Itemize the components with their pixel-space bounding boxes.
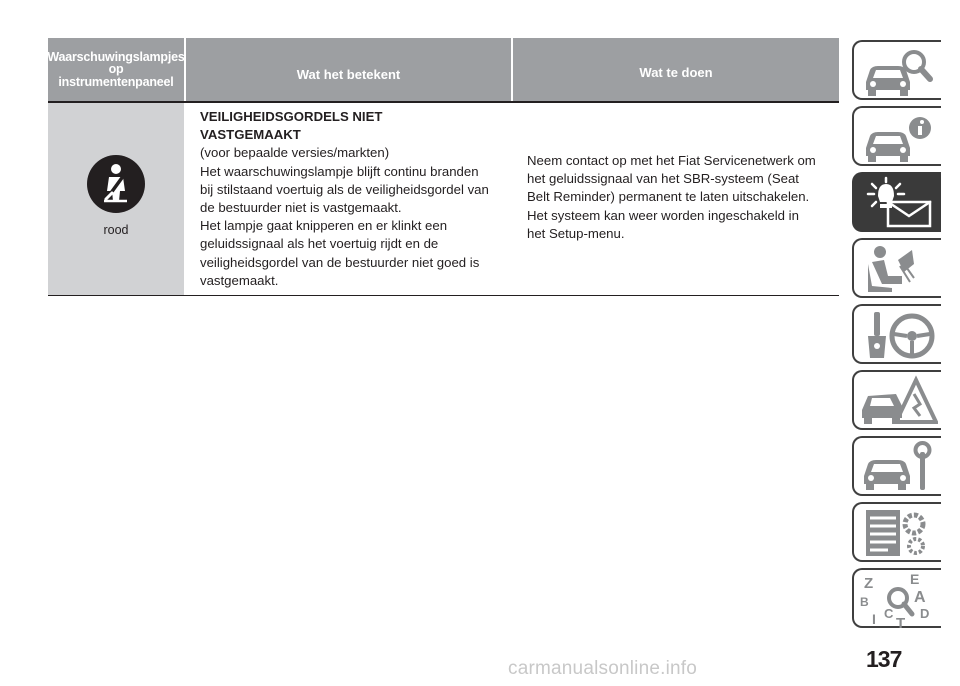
header-line: Waarschuwingslampjes <box>47 49 185 64</box>
warning-light-cell <box>48 103 184 295</box>
header-meaning-label: Wat het betekent <box>296 67 401 82</box>
chapter-tab-emergency[interactable] <box>852 370 941 430</box>
meaning-line: Het waarschuwingslampje blijft continu branden <box>200 163 479 179</box>
action-line: het geluidssignaal van het SBR-systeem (Seat <box>527 171 799 187</box>
meaning-line: veiligheidsgordel van de bestuurder niet goed is <box>200 254 480 270</box>
meaning-text <box>200 108 510 290</box>
warning-light-message-icon <box>858 176 938 232</box>
header-action <box>513 38 839 101</box>
chapter-tab-knowing-car[interactable] <box>852 40 941 100</box>
lamp-color-label: rood <box>103 223 129 237</box>
car-wrench-icon <box>858 440 938 496</box>
index-letter: E <box>910 572 920 587</box>
action-line: het Setup-menu. <box>527 225 625 241</box>
header-warning-lights <box>48 38 184 101</box>
header-meaning <box>186 38 511 101</box>
meaning-line: vastgemaakt. <box>200 272 279 288</box>
action-line: Belt Reminder) permanent te laten uitschakelen. <box>527 189 810 205</box>
index-letter: I <box>872 611 876 627</box>
index-letter: D <box>920 606 930 621</box>
meaning-line: geluidssignaal als het voertuig rijdt en de <box>200 236 439 252</box>
watermark-text: carmanualsonline.info <box>508 658 698 679</box>
car-crash-warning-icon <box>858 374 938 430</box>
action-line: Neem contact op met het Fiat Servicenetwerk om <box>527 153 816 168</box>
index-letter: T <box>896 615 906 628</box>
chapter-tab-safety[interactable] <box>852 238 941 298</box>
alphabetical-index-icon <box>858 572 938 628</box>
chapter-tab-starting-driving[interactable] <box>852 304 941 364</box>
chapter-tab-warning-lights[interactable] <box>852 172 941 232</box>
meaning-line: Het lampje gaat knipperen en er klinkt een <box>200 218 448 234</box>
index-letter: B <box>860 595 869 609</box>
index-letter: C <box>884 606 894 621</box>
seatbelt-warning-icon <box>87 155 145 213</box>
chapter-tab-index[interactable] <box>852 568 941 628</box>
action-line: Het systeem kan weer worden ingeschakeld in <box>527 207 799 223</box>
meaning-line: de bestuurder niet is vastgemaakt. <box>200 200 402 216</box>
table-rule-bottom <box>48 295 839 296</box>
index-letter: A <box>914 589 926 606</box>
action-text <box>527 152 837 243</box>
meaning-line: (voor bepaalde versies/markten) <box>200 145 390 161</box>
specs-gears-icon <box>858 506 938 562</box>
car-magnifier-icon <box>858 44 938 100</box>
chapter-tab-dashboard[interactable] <box>852 106 941 166</box>
seat-airbag-icon <box>858 242 938 298</box>
page-number: 137 <box>866 646 902 672</box>
header-line: instrumentenpaneel <box>58 74 174 89</box>
meaning-title: VEILIGHEIDSGORDELS NIET <box>200 109 383 124</box>
index-letter: Z <box>864 575 874 592</box>
header-action-label: Wat te doen <box>639 65 713 80</box>
header-line: op <box>108 62 124 77</box>
meaning-line: bij stilstaand voertuig als de veiligheidsgordel van <box>200 181 489 197</box>
key-steering-wheel-icon <box>858 308 938 364</box>
meaning-title: VASTGEMAAKT <box>200 127 301 143</box>
chapter-tab-technical-data[interactable] <box>852 502 941 562</box>
car-info-icon <box>858 110 938 166</box>
chapter-tab-maintenance[interactable] <box>852 436 941 496</box>
